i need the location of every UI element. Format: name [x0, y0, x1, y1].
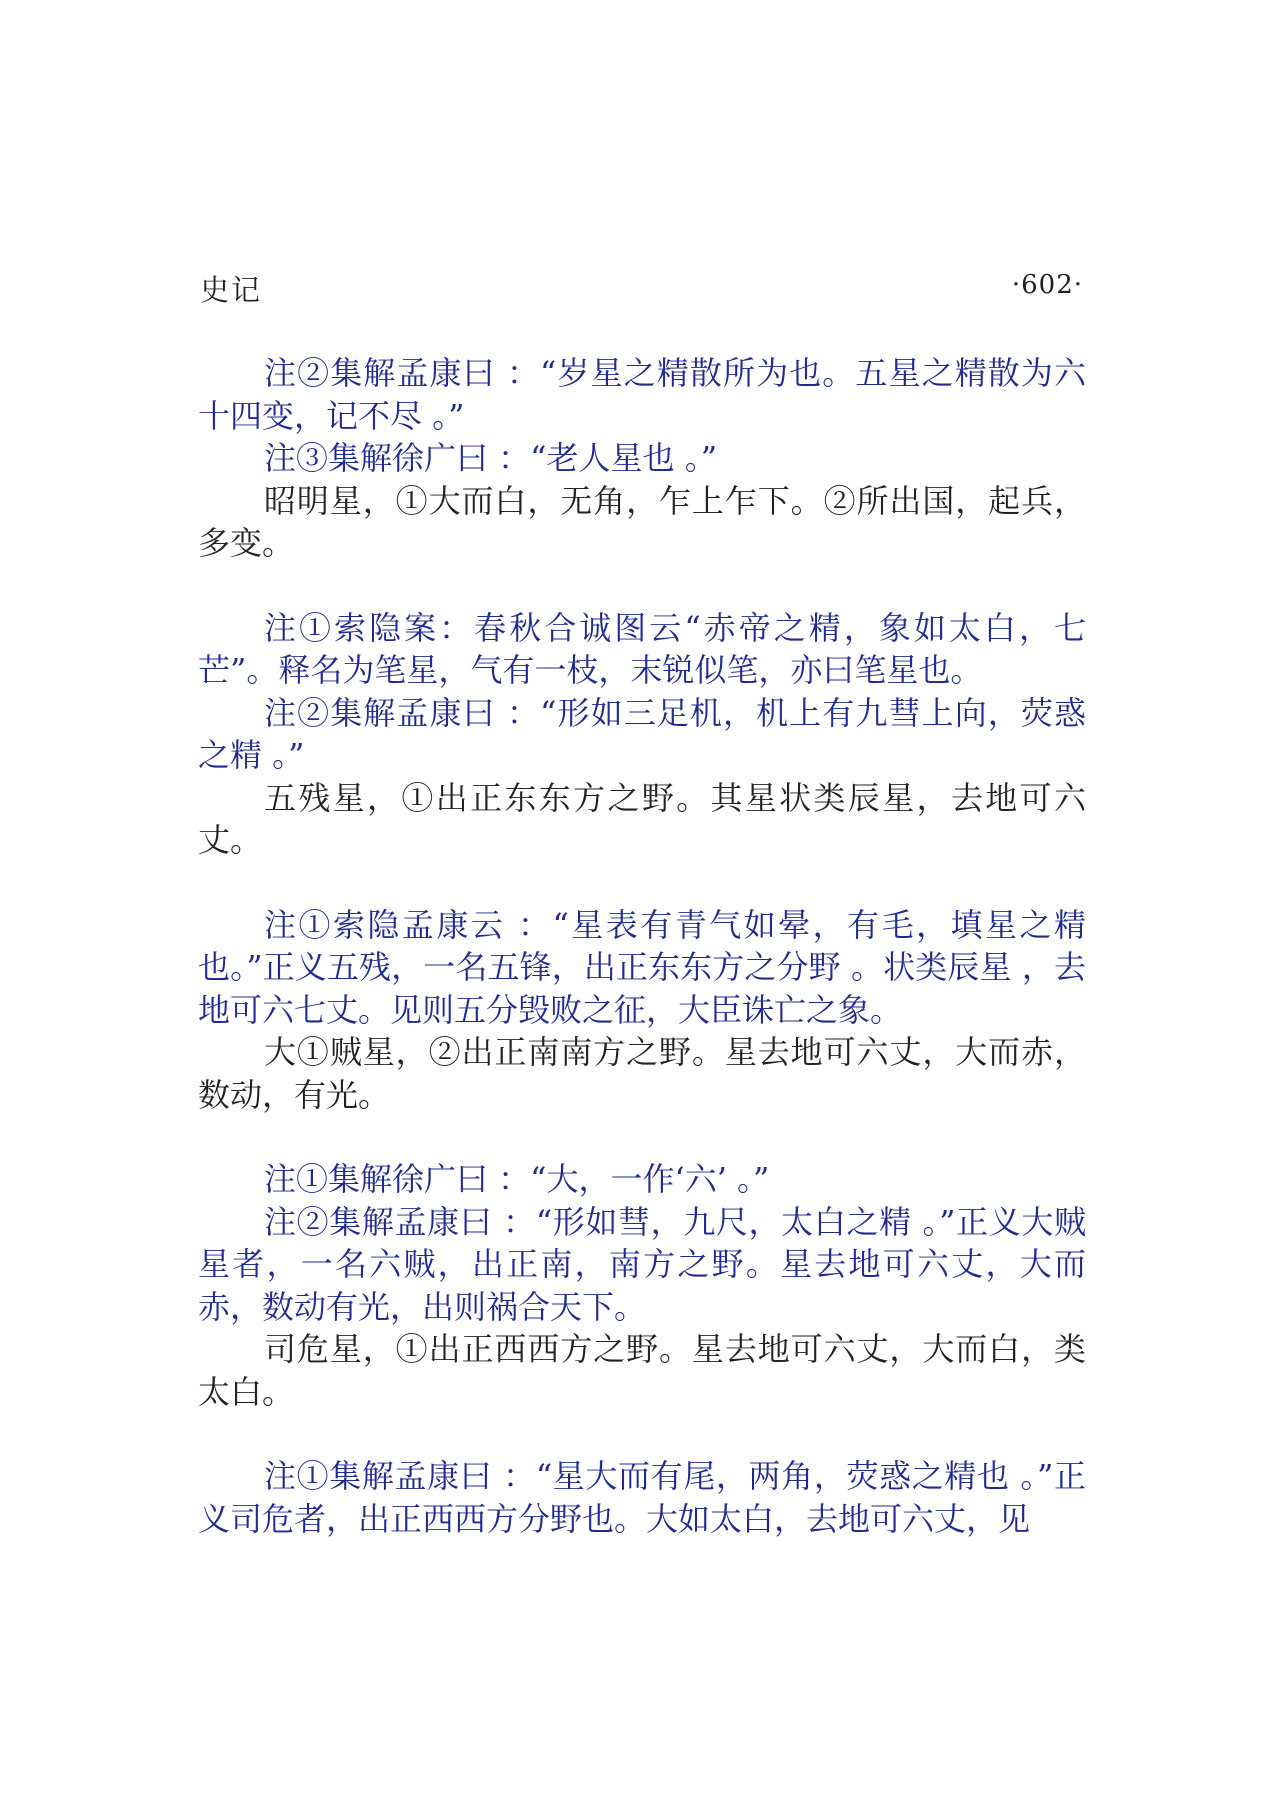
main-text-paragraph: 司危星，①出正西西方之野。星去地可六丈，大而白，类太白。	[198, 1330, 1086, 1411]
annotation-paragraph: 注①索隐孟康云 ：“星表有青气如晕，有毛，填星之精也。”正义五残，一名五锋，出正东东方之分野 。状类辰星 ，去地可六七丈。见则五分毁败之征，大臣诛亡之象。	[198, 905, 1086, 1029]
annotation-paragraph: 注②集解孟康曰 ：“岁星之精散所为也。五星之精散为六十四变，记不尽 。”	[198, 354, 1086, 435]
annotation-paragraph: 注②集解孟康曰 ：“形如彗，九尺，太白之精 。”正义大贼星者，一名六贼，出正南，南方之野。星去地可六丈，大而赤，数动有光，出则祸合天下。	[198, 1202, 1086, 1326]
main-text-paragraph: 五残星，①出正东东方之野。其星状类辰星，去地可六丈。	[198, 778, 1086, 859]
book-title: 史记	[200, 273, 263, 307]
text-body	[198, 352, 1086, 1540]
running-header	[200, 268, 1083, 308]
main-text-paragraph: 昭明星，①大而白，无角，乍上乍下。②所出国，起兵，多变。	[198, 481, 1086, 562]
annotation-paragraph: 注①集解孟康曰 ：“星大而有尾，两角，荧惑之精也 。”正义司危者，出正西西方分野也。大如太白，去地可六丈，见	[198, 1457, 1086, 1538]
annotation-paragraph: 注③集解徐广曰 ：“老人星也 。”	[264, 439, 718, 477]
main-text-paragraph: 大①贼星，②出正南南方之野。星去地可六丈，大而赤，数动，有光。	[198, 1033, 1086, 1114]
page-number: ·602·	[1011, 270, 1083, 300]
annotation-paragraph: 注②集解孟康曰 ：“形如三足机，机上有九彗上向，荧惑之精 。”	[198, 693, 1086, 774]
annotation-paragraph: 注①集解徐广曰 ：“大，一作‘六’ 。”	[264, 1160, 770, 1198]
annotation-paragraph: 注①索隐案：春秋合诚图云“赤帝之精，象如太白，七芒”。释名为笔星，气有一枝，末锐似笔，亦曰笔星也。	[198, 608, 1086, 689]
